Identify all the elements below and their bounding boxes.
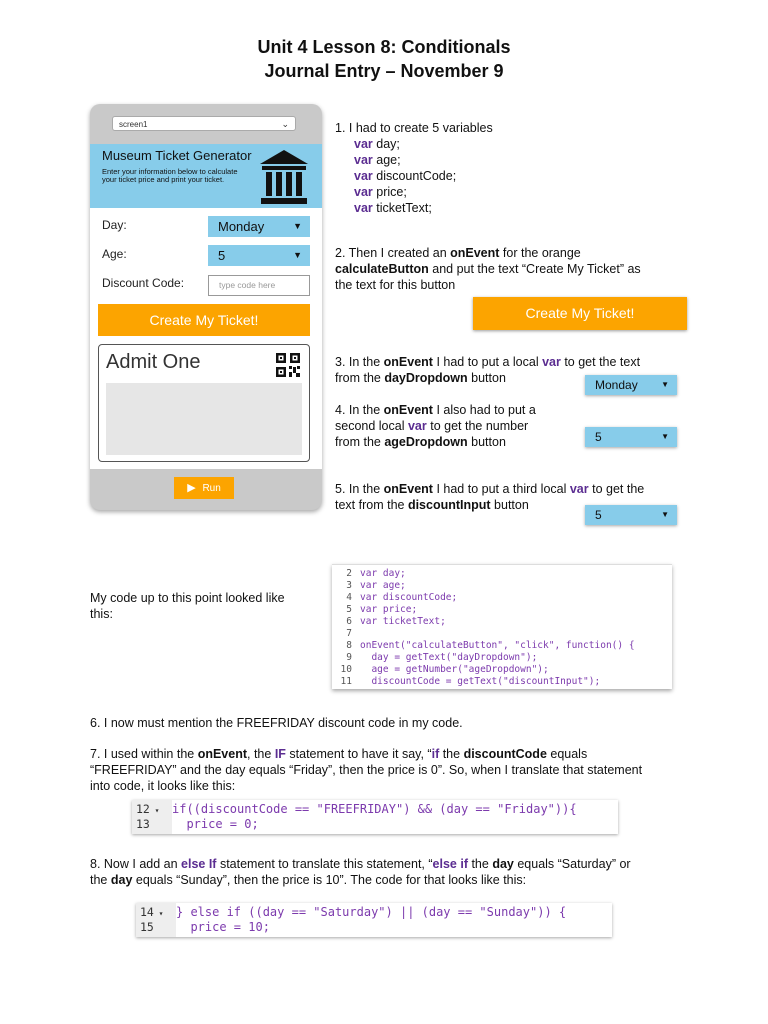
variable-item: var ticketText;	[354, 201, 432, 215]
code-snippet-else-if	[136, 903, 612, 937]
screen-select[interactable]	[112, 116, 296, 131]
app-header	[90, 144, 322, 208]
caret-down-icon: ▼	[293, 250, 302, 260]
age-dropdown[interactable]	[208, 245, 310, 266]
code-block-main	[332, 564, 672, 689]
screen-select-value: screen1	[119, 120, 148, 129]
code-line: 6 var ticketText;	[346, 616, 446, 627]
code-snippet-if	[132, 800, 618, 834]
step-7: 7. I used within the onEvent, the IF statement to have it say, “if the discountCode equals “FREEFRIDAY” and the day equals “Friday”, then the price is 0”. So, when I translate that statement into code, it looks like this:	[90, 747, 643, 793]
app-screen	[90, 144, 322, 469]
page-title: Unit 4 Lesson 8: Conditionals	[257, 37, 511, 57]
discount-input[interactable]: type code here	[208, 275, 310, 296]
day-dropdown-value: Monday	[218, 219, 265, 234]
create-ticket-button-sample[interactable]: Create My Ticket!	[473, 297, 687, 330]
page-subtitle: Journal Entry – November 9	[264, 61, 504, 81]
discount-dropdown-sample[interactable]: 5 ▼	[585, 505, 677, 525]
ticket-canvas	[106, 383, 302, 455]
app-screenshot	[90, 104, 322, 510]
code-line: 5 var price;	[346, 604, 418, 615]
chevron-down-icon: ⌄	[281, 119, 289, 129]
step-5: 5. In the onEvent I had to put a third local var to get the text from the discountInput button	[335, 482, 645, 512]
code-line: 15 price = 10;	[140, 920, 270, 934]
variable-item: var day;	[354, 137, 400, 151]
day-dropdown-sample[interactable]: Monday ▼	[585, 375, 677, 395]
run-button[interactable]	[174, 477, 234, 499]
step-2: 2. Then I created an onEvent for the orange calculateButton and put the text “Create My Ticket” as the text for this button	[335, 246, 641, 292]
code-line: 3 var age;	[346, 580, 406, 591]
caret-down-icon: ▼	[661, 432, 669, 441]
code-line: 4 var discountCode;	[346, 592, 458, 603]
step-6: 6. I now must mention the FREEFRIDAY discount code in my code.	[90, 716, 463, 730]
variable-item: var discountCode;	[354, 169, 457, 183]
code-line: 2 var day;	[346, 568, 406, 579]
code-line: 11 discountCode = getText("discountInput");	[340, 676, 601, 687]
qr-code-icon	[276, 353, 300, 377]
caret-down-icon: ▼	[661, 510, 669, 519]
caret-down-icon: ▼	[661, 380, 669, 389]
step-4: 4. In the onEvent I also had to put a second local var to get the number from the ageDropdown button	[335, 403, 536, 449]
variable-list	[335, 136, 493, 216]
code-line: 8 onEvent("calculateButton", "click", function() {	[346, 640, 635, 651]
ticket-text: Admit One	[106, 351, 201, 373]
step-1-intro: 1. I had to create 5 variables	[335, 121, 493, 135]
day-label: Day:	[102, 218, 127, 232]
code-line: 12 ▾ if((discountCode == "FREEFRIDAY") && (day == "Friday")){	[136, 802, 577, 816]
discount-label: Discount Code:	[102, 276, 185, 290]
age-dropdown-value: 5	[218, 248, 226, 263]
ticket-card	[98, 344, 310, 462]
code-intro: My code up to this point looked like this:	[90, 591, 285, 621]
code-line: 9 day = getText("dayDropdown");	[346, 652, 538, 663]
code-line: 13 price = 0;	[136, 817, 259, 831]
create-ticket-button[interactable]: Create My Ticket!	[98, 304, 310, 336]
code-line: 10 age = getNumber("ageDropdown");	[340, 664, 549, 675]
age-dropdown-sample[interactable]: 5 ▼	[585, 427, 677, 447]
age-label: Age:	[102, 247, 127, 261]
code-line: 14 ▾ } else if ((day == "Saturday") || (day == "Sunday")) {	[140, 905, 567, 919]
variable-item: var age;	[354, 153, 401, 167]
step-8: 8. Now I add an else If statement to translate this statement, “else if the day equals “Saturday” or the day equals “Sunday”, then the price is 10”. The code for that looks like this:	[90, 857, 631, 887]
run-button-label: Run	[202, 483, 221, 494]
step-1	[335, 120, 493, 216]
caret-down-icon: ▼	[293, 221, 302, 231]
app-header-subtitle: Enter your information below to calculate your ticket price and print your ticket.	[102, 167, 238, 184]
variable-item: var price;	[354, 185, 407, 199]
app-header-title: Museum Ticket Generator	[102, 148, 252, 163]
play-icon: ▶	[187, 482, 196, 494]
code-line: 7	[346, 628, 352, 639]
museum-icon	[258, 148, 310, 206]
day-dropdown[interactable]	[208, 216, 310, 237]
step-3: 3. In the onEvent I had to put a local var to get the text from the dayDropdown button	[335, 355, 641, 385]
